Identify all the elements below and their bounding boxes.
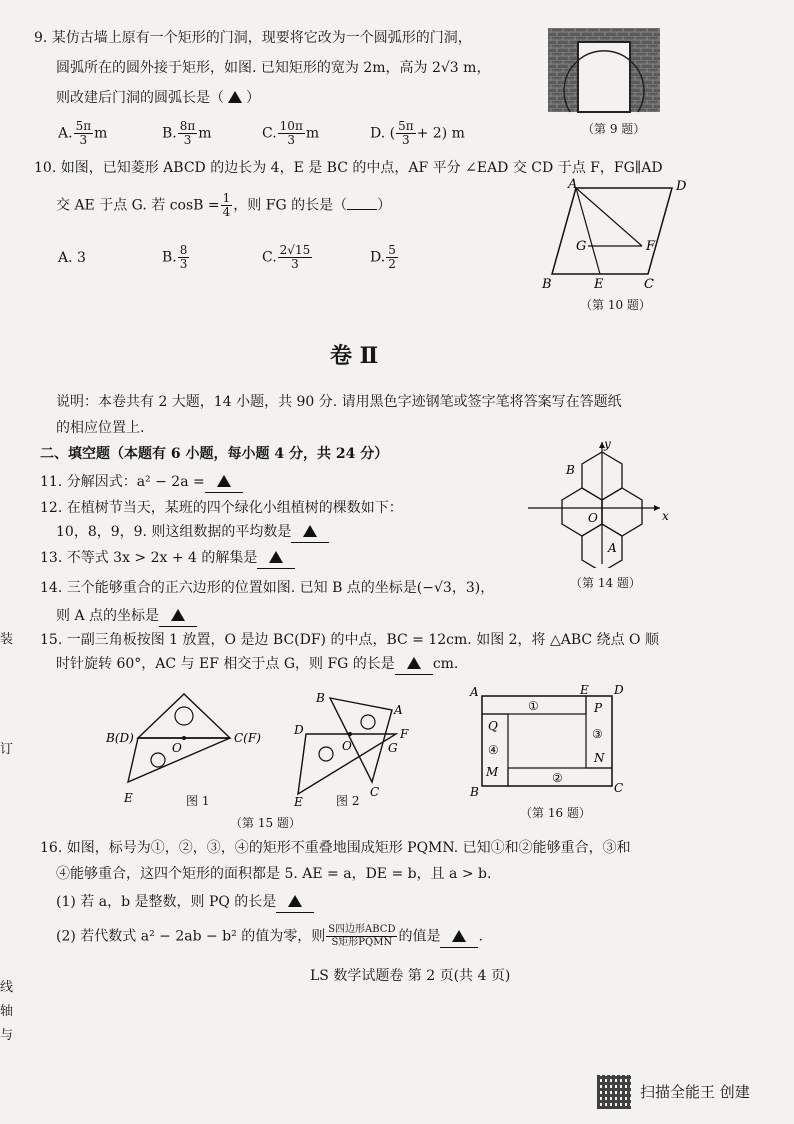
answer-triangle-icon	[303, 525, 317, 537]
page-footer: LS 数学试题卷 第 2 页(共 4 页)	[310, 968, 511, 984]
q15-fig1-label-O: O	[172, 741, 182, 755]
scanner-watermark: 扫描全能王 创建	[640, 1083, 750, 1101]
q10-label-C: C	[644, 277, 654, 292]
answer-triangle-icon	[171, 609, 185, 621]
q15-fig1-label: 图 1	[186, 794, 210, 808]
q9-line2: 圆弧所在的圆外接于矩形，如图. 已知矩形的宽为 2m，高为 2√3 m，	[56, 60, 491, 76]
q14-caption: （第 14 题）	[570, 576, 641, 590]
q16-figure	[466, 684, 636, 800]
answer-triangle-icon	[269, 551, 283, 563]
q10-rhombus-figure	[538, 178, 688, 296]
q16-line4: (2) 若代数式 a² − 2ab − b² 的值为零，则 $\frac{\text{S四边形ABCD}}{\text{S矩形PQMN}}$ 的值是 .	[56, 924, 483, 948]
q16-line1: 16. 如图，标号为①，②，③，④的矩形不重叠地围成矩形 PQMN. 已知①和②能够重合，③和	[40, 840, 631, 856]
q15-fig2-label-C: C	[370, 785, 380, 799]
q14-label-O: O	[588, 511, 598, 525]
margin-mark-3: 线	[0, 980, 14, 995]
section-note-1: 说明：本卷共有 2 大题，14 小题，共 90 分. 请用黑色字迹钢笔或签字笔将答案写在答题纸	[56, 394, 622, 410]
q15-line1: 15. 一副三角板按图 1 放置，O 是边 BC(DF) 的中点，BC = 12cm. 如图 2，将 △ABC 绕点 O 顺	[40, 632, 659, 648]
answer-triangle-icon	[217, 475, 231, 487]
fill-in-header: 二、填空题（本题有 6 小题，每小题 4 分，共 24 分）	[40, 446, 389, 462]
q10-label-E: E	[594, 277, 604, 292]
section-note-2: 的相应位置上.	[56, 420, 145, 436]
q10-line2: 交 AE 于点 G. 若 cosB = $\frac{1}{4}$ ，则 FG 的长是（ ）	[56, 191, 392, 219]
q14-label-A: A	[608, 541, 617, 555]
q14-line1: 14. 三个能够重合的正六边形的位置如图. 已知 B 点的坐标是(−√3，3)，	[40, 580, 495, 596]
q15-figure-1	[100, 690, 270, 810]
q10-label-D: D	[676, 179, 687, 194]
q10-option-a: A. 3	[58, 250, 86, 266]
q10-option-b: B. $\frac{8}{3}$	[162, 243, 188, 271]
q16-label-Q: Q	[488, 719, 498, 733]
answer-triangle-icon	[288, 895, 302, 907]
q14-label-y: y	[604, 437, 611, 451]
answer-triangle-icon	[452, 930, 466, 942]
q9-line3: 则改建后门洞的圆弧长是（ ）	[56, 90, 260, 106]
q15-fig2-label-G: G	[388, 741, 398, 755]
margin-mark-5: 与	[0, 1028, 14, 1043]
q16-caption: （第 16 题）	[520, 806, 591, 820]
q14-hexagon-figure	[522, 436, 682, 568]
q15-caption: （第 15 题）	[230, 816, 301, 830]
q9-caption: （第 9 题）	[582, 122, 646, 136]
q10-label-B: B	[542, 277, 552, 292]
q9-figure	[548, 28, 660, 118]
q15-fig1-label-CF: C(F)	[234, 731, 261, 745]
q16-label-r3: ③	[592, 727, 603, 741]
margin-mark-1: 装	[0, 632, 14, 647]
q15-fig2-label-B: B	[316, 691, 325, 705]
q12-line2: 10，8，9，9. 则这组数据的平均数是	[56, 522, 329, 543]
q16-line2: ④能够重合，这四个矩形的面积都是 5. AE = a，DE = b，且 a > b.	[56, 866, 492, 882]
q14-label-B: B	[566, 463, 575, 477]
q15-fig2-label-A: A	[394, 703, 403, 717]
q16-label-N: N	[594, 751, 605, 765]
q16-label-B: B	[470, 785, 479, 799]
q15-fig2-label-O: O	[342, 739, 352, 753]
q16-label-E: E	[580, 684, 589, 697]
q15-fig1-label-BD: B(D)	[106, 731, 134, 745]
qr-code-icon	[597, 1075, 631, 1109]
q16-label-A: A	[470, 685, 479, 699]
q9-option-b: B. $\frac{8\pi}{3}$ m	[162, 119, 212, 147]
q9-option-a: A. $\frac{5\pi}{3}$ m	[58, 119, 108, 147]
q16-label-P: P	[594, 701, 603, 715]
q10-option-c: C. $\frac{2√15}{3}$	[262, 243, 311, 271]
q9-line1: 9. 某仿古墙上原有一个矩形的门洞，现要将它改为一个圆弧形的门洞，	[34, 30, 472, 46]
q10-option-d: D. $\frac{5}{2}$	[370, 243, 396, 271]
answer-triangle-icon	[228, 91, 242, 103]
q10-label-G: G	[576, 239, 587, 254]
q16-label-C: C	[614, 781, 624, 795]
q14-label-x: x	[662, 509, 669, 523]
q13-text: 13. 不等式 3x > 2x + 4 的解集是	[40, 548, 295, 569]
q9-option-d: D. ( $\frac{5\pi}{3}$ + 2) m	[370, 119, 465, 147]
q9-option-c: C. $\frac{10\pi}{3}$ m	[262, 119, 320, 147]
q15-fig2-label-D: D	[294, 723, 304, 737]
section-title: 卷 Ⅱ	[330, 343, 379, 369]
q16-label-r2: ②	[552, 771, 563, 785]
margin-mark-4: 轴	[0, 1004, 14, 1019]
q16-line3: (1) 若 a，b 是整数，则 PQ 的长是	[56, 892, 314, 913]
q15-fig1-label-E: E	[124, 791, 133, 805]
q16-label-M: M	[486, 765, 499, 779]
q10-caption: （第 10 题）	[580, 298, 651, 312]
q15-fig2-label-F: F	[400, 727, 409, 741]
q12-line1: 12. 在植树节当天，某班的四个绿化小组植树的棵数如下：	[40, 500, 403, 516]
q10-line1: 10. 如图，已知菱形 ABCD 的边长为 4，E 是 BC 的中点，AF 平分 ∠EAD 交 CD 于点 F，FG∥AD	[34, 160, 663, 176]
q16-label-r4: ④	[488, 743, 499, 757]
q16-label-D: D	[614, 684, 624, 697]
q10-label-F: F	[646, 239, 656, 254]
q16-label-r1: ①	[528, 699, 539, 713]
q14-line2: 则 A 点的坐标是	[56, 606, 197, 627]
q15-fig2-label: 图 2	[336, 794, 360, 808]
q15-line2: 时针旋转 60°，AC 与 EF 相交于点 G，则 FG 的长是 cm.	[56, 654, 458, 675]
q11-text: 11. 分解因式：a² − 2a =	[40, 472, 243, 493]
q15-fig2-label-E: E	[294, 795, 303, 809]
answer-triangle-icon	[407, 657, 421, 669]
margin-mark-2: 订	[0, 742, 14, 757]
q10-label-A: A	[568, 178, 578, 192]
